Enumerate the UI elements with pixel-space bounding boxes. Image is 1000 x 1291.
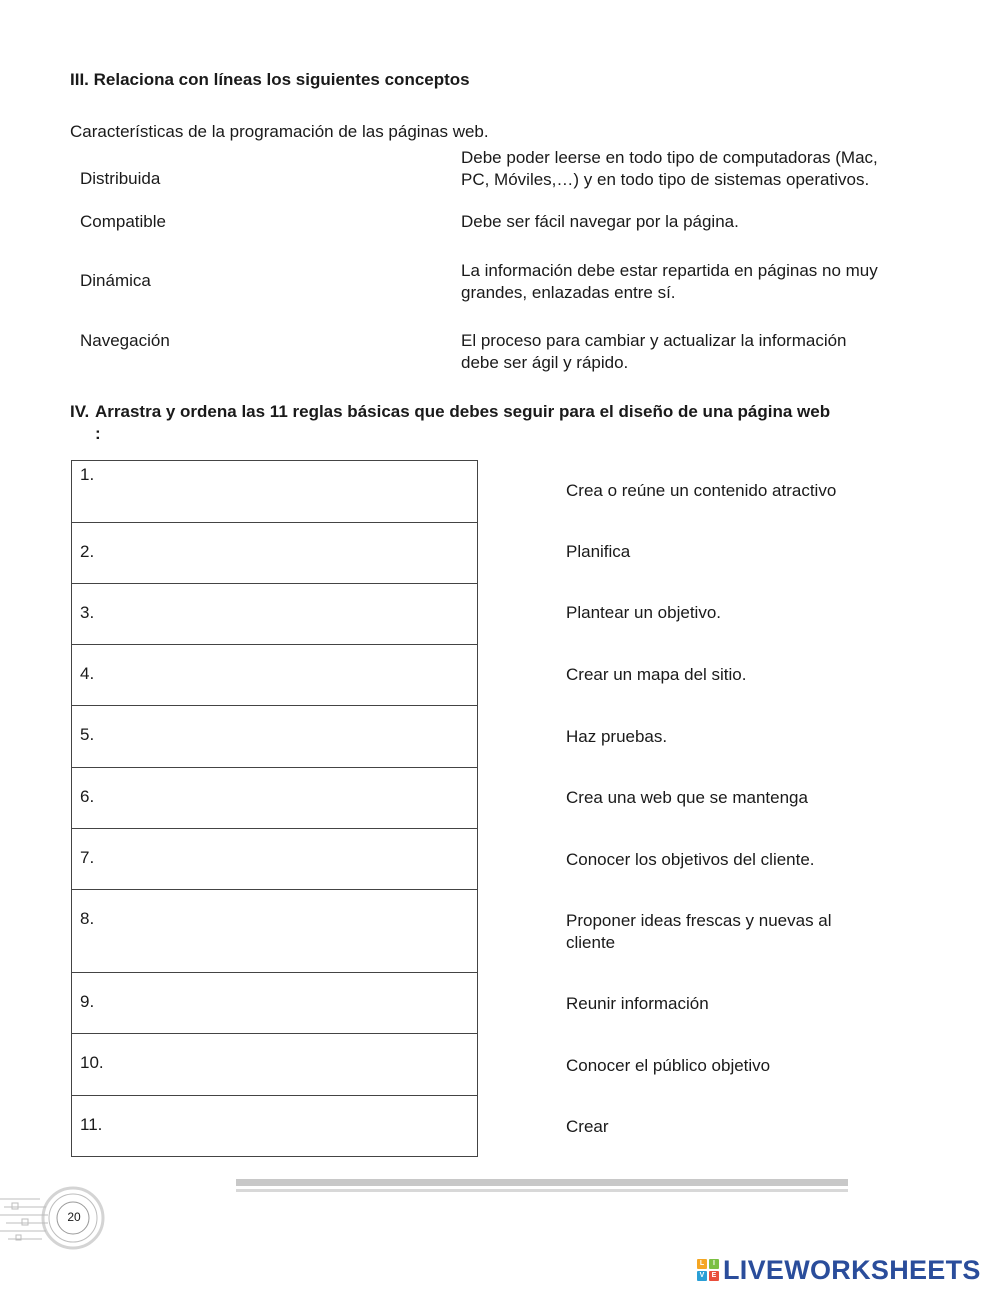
definition-1[interactable]: Debe poder leerse en todo tipo de computadoras (Mac, PC, Móviles,…) y en todo tipo de sistemas operativos. <box>461 148 878 189</box>
ordering-table <box>71 460 478 1157</box>
table-row <box>72 1034 478 1096</box>
section-4-text: Arrastra y ordena las 11 reglas básicas que debes seguir para el diseño de una página web <box>95 402 831 421</box>
drop-slot-5[interactable]: 5. <box>72 706 478 768</box>
table-row <box>72 890 478 973</box>
drop-slot-1[interactable]: 1. <box>72 461 478 523</box>
section-4-number: IV. <box>70 402 90 421</box>
draggable-rule[interactable]: Conocer los objetivos del cliente. <box>566 850 815 869</box>
drop-slot-2[interactable]: 2. <box>72 523 478 584</box>
draggable-rule[interactable]: Reunir información <box>566 994 709 1013</box>
definition-4[interactable]: El proceso para cambiar y actualizar la información debe ser ágil y rápido. <box>461 331 847 372</box>
table-row <box>72 829 478 890</box>
table-row <box>72 1096 478 1157</box>
draggable-rule[interactable]: Crea una web que se mantenga <box>566 788 808 807</box>
draggable-rule[interactable]: Plantear un objetivo. <box>566 603 721 622</box>
drop-slot-8[interactable]: 8. <box>72 890 478 973</box>
drop-slot-6[interactable]: 6. <box>72 768 478 829</box>
term-dinamica[interactable]: Dinámica <box>80 271 151 290</box>
table-row <box>72 768 478 829</box>
draggable-rule[interactable]: Proponer ideas frescas y nuevas al cliente <box>566 911 832 952</box>
draggable-rule[interactable]: Crea o reúne un contenido atractivo <box>566 481 837 500</box>
term-compatible[interactable]: Compatible <box>80 212 166 231</box>
section-4-heading <box>70 401 900 445</box>
draggable-rule[interactable]: Haz pruebas. <box>566 727 668 746</box>
draggable-rule[interactable]: Crear un mapa del sitio. <box>566 665 747 684</box>
drop-slot-7[interactable]: 7. <box>72 829 478 890</box>
liveworksheets-logo-icon: L I V E <box>697 1259 719 1281</box>
table-row <box>72 584 478 645</box>
draggable-rule[interactable]: Planifica <box>566 542 631 561</box>
circuit-page-badge-icon <box>0 1185 110 1255</box>
table-row <box>72 645 478 706</box>
term-distribuida[interactable]: Distribuida <box>80 169 161 188</box>
footer-divider <box>236 1179 848 1193</box>
drop-slot-11[interactable]: 11. <box>72 1096 478 1157</box>
page-number: 20 <box>67 1210 81 1224</box>
table-row <box>72 706 478 768</box>
drop-slot-4[interactable]: 4. <box>72 645 478 706</box>
brand-text: LIVEWORKSHEETS <box>723 1254 981 1285</box>
draggable-rule[interactable]: Crear <box>566 1117 609 1136</box>
table-row <box>72 523 478 584</box>
section-3-heading: III. Relaciona con líneas los siguientes conceptos <box>70 70 470 89</box>
drop-slot-3[interactable]: 3. <box>72 584 478 645</box>
definition-2[interactable]: Debe ser fácil navegar por la página. <box>461 212 739 231</box>
liveworksheets-brand <box>697 1253 981 1287</box>
section-4-colon: : <box>95 424 101 443</box>
definition-3[interactable]: La información debe estar repartida en páginas no muy grandes, enlazadas entre sí. <box>461 261 878 302</box>
drop-slot-10[interactable]: 10. <box>72 1034 478 1096</box>
table-row <box>72 973 478 1034</box>
draggable-rule[interactable]: Conocer el público objetivo <box>566 1056 771 1075</box>
term-navegacion[interactable]: Navegación <box>80 331 170 350</box>
table-row <box>72 461 478 523</box>
section-3-intro: Características de la programación de las páginas web. <box>70 122 489 141</box>
drop-slot-9[interactable]: 9. <box>72 973 478 1034</box>
